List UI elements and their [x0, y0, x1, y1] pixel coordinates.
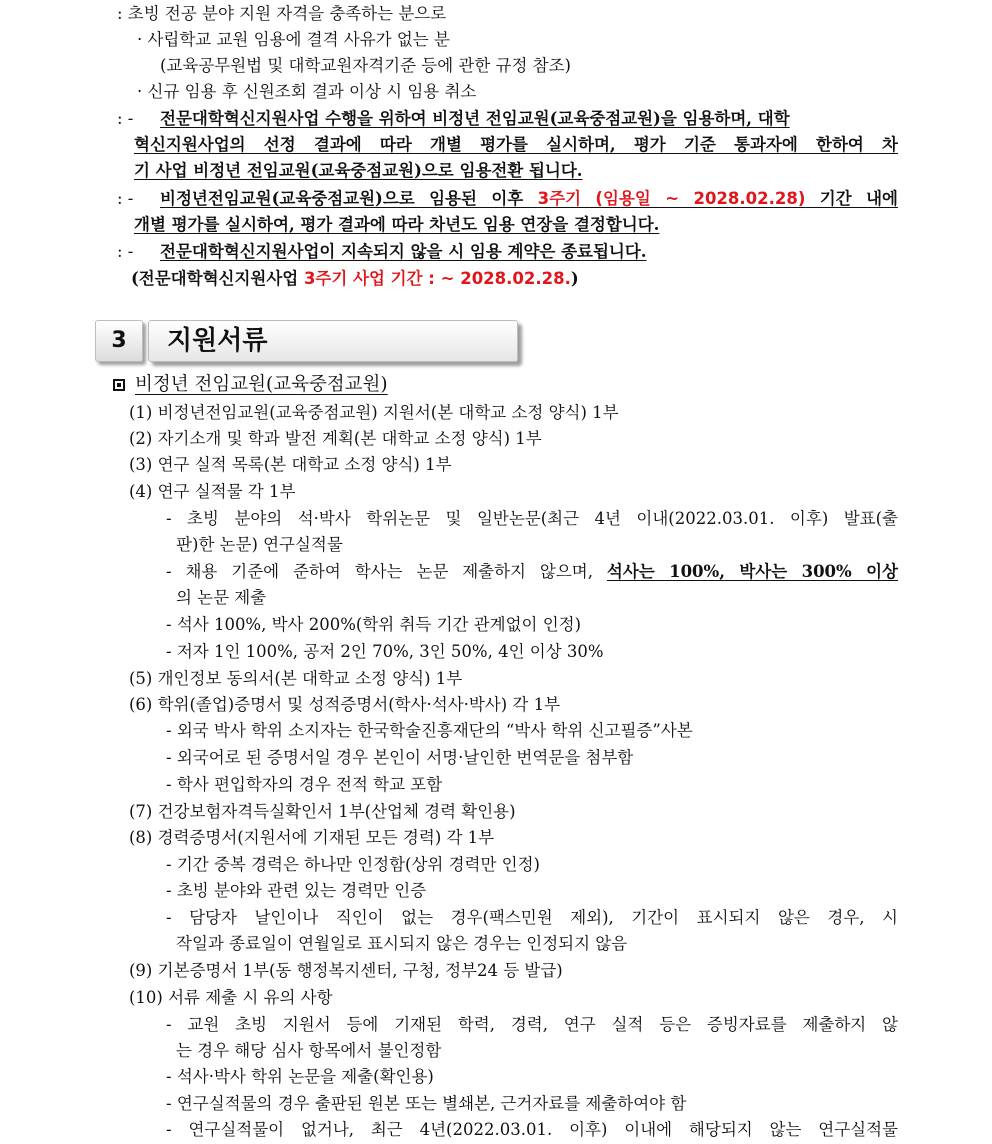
list-item: (8) 경력증명서(지원서에 기재된 모든 경력) 각 1부 [129, 828, 495, 847]
notice-bullet: : - [117, 109, 134, 128]
list-item: (4) 연구 실적물 각 1부 [129, 482, 296, 501]
red-period-highlight: 3주기 사업 기간 : ~ 2028.02.28. [303, 269, 571, 288]
list-subitem: - 석사·박사 학위 논문을 제출(확인용) [166, 1067, 434, 1086]
list-item: (6) 학위(졸업)증명서 및 성적증명서(학사·석사·박사) 각 1부 [129, 695, 561, 714]
notice-paragraph-1-line-1: 전문대학혁신지원사업 수행을 위하여 비정년 전임교원(교육중점교원)을 임용하며, 대학 [160, 109, 790, 128]
qualification-line: : 초빙 전공 분야 지원 자격을 충족하는 분으로 [117, 4, 447, 23]
list-subitem: - 외국 박사 학위 소지자는 한국학술진흥재단의 “박사 학위 신고필증”사본 [166, 721, 693, 740]
list-item: (5) 개인정보 동의서(본 대학교 소정 양식) 1부 [129, 669, 463, 688]
notice-paragraph-3-line-1: 전문대학혁신지원사업이 지속되지 않을 시 임용 계약은 종료됩니다. [160, 242, 647, 261]
qualification-subitem: · 신규 임용 후 신원조회 결과 이상 시 임용 취소 [137, 82, 477, 101]
list-subitem: - 초빙 분야와 관련 있는 경력만 인증 [166, 881, 427, 900]
list-subitem: - 외국어로 된 증명서일 경우 본인이 서명·날인한 번역문을 첨부함 [166, 748, 634, 767]
notice-paragraph-2-line-2: 개별 평가를 실시하여, 평가 결과에 따라 차년도 임용 연장을 결정합니다. [134, 215, 660, 234]
red-period-highlight: 3주기 (임용일 ~ 2028.02.28) [537, 189, 806, 208]
notice-paragraph-2-line-1: 비정년전임교원(교육중점교원)으로 임용된 이후 3주기 (임용일 ~ 2028.02.28) 기간 내에 [160, 189, 898, 208]
list-item: (1) 비정년전임교원(교육중점교원) 지원서(본 대학교 소정 양식) 1부 [129, 403, 619, 422]
qualification-note: (교육공무원법 및 대학교원자격기준 등에 관한 규정 참조) [160, 56, 571, 75]
section-title: 지원서류 [167, 326, 268, 356]
list-subitem: - 학사 편입학자의 경우 전적 학교 포함 [166, 775, 443, 794]
list-subitem-continuation: 작일과 종료일이 연월일로 표시되지 않은 경우는 인정되지 않음 [176, 934, 628, 953]
list-subitem: - 교원 초빙 지원서 등에 기재된 학력, 경력, 연구 실적 등은 증빙자료를 제출하지 않 [166, 1015, 898, 1034]
list-item: (3) 연구 실적 목록(본 대학교 소정 양식) 1부 [129, 455, 452, 474]
section-number-badge: 3 [95, 320, 143, 362]
list-item: (10) 서류 제출 시 유의 사항 [129, 988, 333, 1007]
notice-bullet: : - [117, 189, 134, 208]
list-item: (2) 자기소개 및 학과 발전 계획(본 대학교 소정 양식) 1부 [129, 429, 542, 448]
section-title-box [148, 320, 518, 362]
emphasis-text: 석사는 100%, 박사는 300% 이상 [606, 562, 899, 581]
list-subitem: - 초빙 분야의 석·박사 학위논문 및 일반논문(최근 4년 이내(2022.03.01. 이후) 발표(출 [166, 509, 898, 528]
sub-heading: 비정년 전임교원(교육중점교원) [113, 372, 388, 398]
list-subitem-continuation: 판)한 논문) 연구실적물 [176, 535, 343, 554]
list-subitem: - 연구실적물이 없거나, 최근 4년(2022.03.01. 이후) 이내에 해당되지 않는 연구실적물 [166, 1120, 898, 1139]
qualification-subitem: · 사립학교 교원 임용에 결격 사유가 없는 분 [137, 30, 450, 49]
list-subitem: - 저자 1인 100%, 공저 2인 70%, 3인 50%, 4인 이상 30% [166, 642, 604, 661]
notice-paragraph-3-line-2: (전문대학혁신지원사업 3주기 사업 기간 : ~ 2028.02.28.) [131, 269, 579, 288]
list-subitem-continuation: 의 논문 제출 [176, 588, 267, 607]
list-subitem: - 담당자 날인이나 직인이 없는 경우(팩스민원 제외), 기간이 표시되지 않은 경우, 시 [166, 908, 898, 927]
square-bullet-icon [113, 379, 125, 391]
list-subitem: - 연구실적물의 경우 출판된 원본 또는 별쇄본, 근거자료를 제출하여야 함 [166, 1094, 687, 1113]
list-subitem: - 채용 기준에 준하여 학사는 논문 제출하지 않으며, 석사는 100%, 박사는 300% 이상 [166, 562, 899, 581]
notice-paragraph-1-line-2: 혁신지원사업의 선정 결과에 따라 개별 평가를 실시하며, 평가 기준 통과자에 한하여 차 [134, 135, 898, 154]
notice-bullet: : - [117, 242, 134, 261]
list-subitem-continuation: 는 경우 해당 심사 항목에서 불인정함 [176, 1041, 442, 1060]
notice-paragraph-1-line-3: 기 사업 비정년 전임교원(교육중점교원)으로 임용전환 됩니다. [134, 161, 583, 180]
list-item: (9) 기본증명서 1부(동 행정복지센터, 구청, 정부24 등 발급) [129, 961, 563, 980]
list-subitem: - 석사 100%, 박사 200%(학위 취득 기간 관계없이 인정) [166, 615, 582, 634]
list-subitem: - 기간 중복 경력은 하나만 인정함(상위 경력만 인정) [166, 855, 540, 874]
list-item: (7) 건강보험자격득실확인서 1부(산업체 경력 확인용) [129, 802, 516, 821]
